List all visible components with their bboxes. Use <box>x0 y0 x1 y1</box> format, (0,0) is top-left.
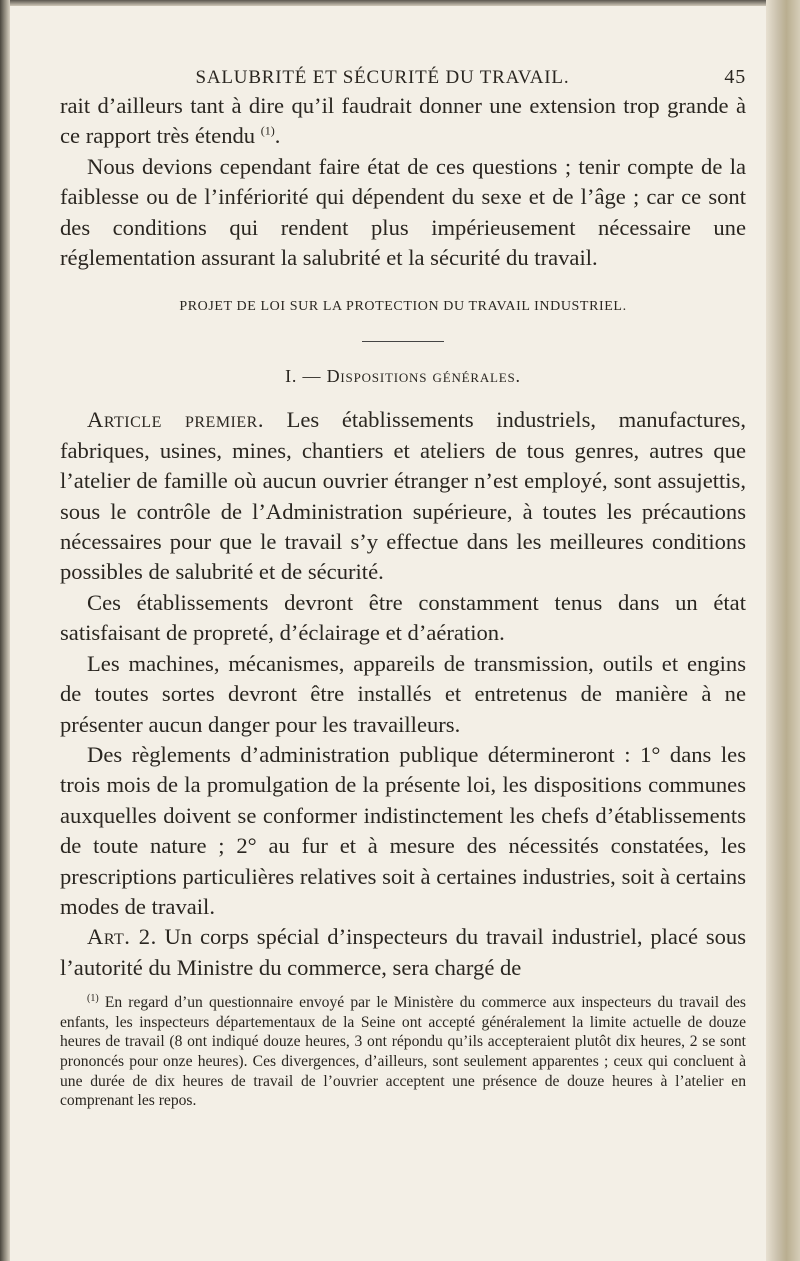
article-1-paragraph-2: Ces établissements devront être constamment tenus dans un état satisfaisant de propreté, d’éclairage et d’aération. <box>60 589 746 646</box>
page-number: 45 <box>724 66 746 88</box>
footnote <box>60 993 746 1111</box>
article-2-text: Un corps spécial d’inspecteurs du travail industriel, placé sous l’autorité du Ministre du commerce, sera chargé de <box>60 924 746 980</box>
article-1-label: Article premier. <box>87 407 264 433</box>
intro-paragraph: Nous devions cependant faire état de ces questions ; tenir compte de la faiblesse ou de l’infériorité qui dépendent du sexe et de l’âge ; car ce sont des conditions qui rendent plus impérieusement nécessaire une réglementation assurant la salubrité et la sécurité du travail. <box>60 153 746 271</box>
page-edge-shadow <box>766 0 800 1261</box>
intro-continuation <box>60 91 746 152</box>
intro-continuation-text: rait d’ailleurs tant à dire qu’il faudrait donner une extension trop grande à ce rapport très étendu <box>60 93 746 149</box>
section-heading: I. — Dispositions générales. <box>285 366 521 387</box>
article-1-paragraph-4: Des règlements d’administration publique détermineront : 1° dans les trois mois de la promulgation de la présente loi, les dispositions communes auxquelles doivent se conformer indistinctement les chefs d’établissements de toute nature ; 2° au fur et à mesure des nécessités constatées, les prescriptions particulières relatives soit à certaines industries, soit à certains modes de travail. <box>60 741 746 919</box>
running-head <box>60 66 746 89</box>
page-body <box>60 66 746 1111</box>
article-2-label: Art. 2. <box>87 924 157 950</box>
footnote-reference: (1) <box>260 123 275 138</box>
footnote-marker: (1) <box>87 992 99 1004</box>
article-2-paragraph <box>60 922 746 983</box>
article-1-paragraph <box>60 405 746 587</box>
article-1-paragraph-3: Les machines, mécanismes, appareils de transmission, outils et engins de toutes sortes devront être installés et entretenus de manière à ne présenter aucun danger pour les travailleurs. <box>60 650 746 737</box>
article-1-text: Les établissements industriels, manufactures, fabriques, usines, mines, chantiers et ateliers de tous genres, autres que l’atelier de famille où aucun ouvrier étranger n’est employé, sont assujettis, sous le contrôle de l’Administration supérieure, à toutes les précautions nécessaires pour que le travail s’y effectue dans les meilleures conditions possibles de salubrité et de sécurité. <box>60 407 746 585</box>
page-top-shadow <box>0 0 800 6</box>
book-gutter-shadow <box>0 0 10 1261</box>
footnote-text: En regard d’un questionnaire envoyé par le Ministère du commerce aux inspecteurs du travail des enfants, les inspecteurs départementaux de la Seine ont accepté généralement la limite actuelle de douze heures de travail (8 ont indiqué douze heures, 3 ont répondu qu’ils accepteraient plutôt dix heures, 2 se sont prononcés pour onze heures). Ces divergences, d’ailleurs, sont seulement apparentes ; ceux qui concluent à une durée de dix heures de travail de l’ouvrier acceptent une présence de douze heures à l’atelier en comprenant les repos. <box>60 994 746 1110</box>
law-title: PROJET DE LOI SUR LA PROTECTION DU TRAVAIL INDUSTRIEL. <box>179 299 627 315</box>
intro-continuation-end: . <box>274 123 281 149</box>
running-head-title: SALUBRITÉ ET SÉCURITÉ DU TRAVAIL. <box>195 67 570 88</box>
title-divider <box>362 341 444 342</box>
